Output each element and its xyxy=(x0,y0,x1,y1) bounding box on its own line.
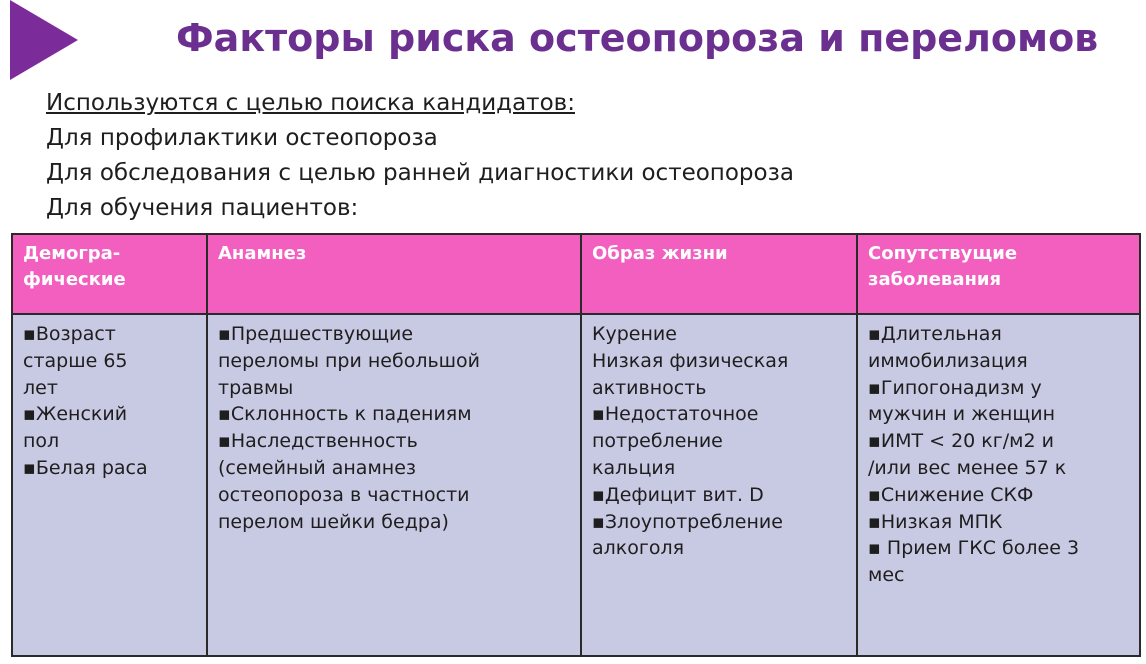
intro-block xyxy=(46,86,794,226)
list-item: ▪Дефицит вит. D xyxy=(592,483,764,506)
list-item: ▪Низкая МПК xyxy=(868,510,1003,533)
header-line: Демогра- xyxy=(23,243,121,264)
list-item: старше 65 xyxy=(23,349,128,372)
header-lifestyle xyxy=(581,234,857,314)
list-item: ▪Недостаточное xyxy=(592,403,759,426)
list-item: мес xyxy=(868,564,905,587)
header-line: Сопутствущие xyxy=(868,243,1018,264)
list-item: иммобилизация xyxy=(868,349,1028,372)
list-item: ▪Женский xyxy=(23,403,128,426)
list-item: ▪Гипогонадизм у xyxy=(868,376,1042,399)
cell-comorbidities xyxy=(857,314,1140,656)
risk-factors-table xyxy=(11,233,1141,657)
header-anamnesis xyxy=(207,234,581,314)
list-item: ▪Длительная xyxy=(868,323,1002,345)
cell-lifestyle xyxy=(581,314,857,656)
intro-heading: Используются с целью поиска кандидатов: xyxy=(46,90,575,116)
list-item: ▪Злоупотребление xyxy=(592,510,783,533)
intro-line: Для обучения пациентов: xyxy=(46,195,359,221)
list-item: потребление xyxy=(592,430,723,453)
list-item: ▪Предшествующие xyxy=(218,323,414,345)
intro-line: Для профилактики остеопороза xyxy=(46,125,438,151)
list-item: мужчин и женщин xyxy=(868,403,1056,426)
header-comorbidities xyxy=(857,234,1140,314)
list-item: пол xyxy=(23,430,60,453)
list-item: ▪Снижение СКФ xyxy=(868,483,1034,506)
list-item: активность xyxy=(592,376,707,399)
list-item: ▪Наследственность xyxy=(218,430,418,453)
list-item: ▪ИМТ < 20 кг/м2 и xyxy=(868,430,1054,453)
header-line: фические xyxy=(23,269,126,290)
header-line: Анамнез xyxy=(218,243,307,264)
table-row xyxy=(12,314,1140,656)
list-item: алкоголя xyxy=(592,537,685,560)
list-item: ▪Белая раса xyxy=(23,456,148,479)
list-item: остеопороза в частности xyxy=(218,483,470,506)
play-triangle-icon xyxy=(10,0,78,80)
list-item: ▪Возраст xyxy=(23,323,116,345)
cell-demographic xyxy=(12,314,207,656)
list-item: /или вес менее 57 к xyxy=(868,456,1067,479)
list-item: (семейный анамнез xyxy=(218,456,416,479)
list-item: перелом шейки бедра) xyxy=(218,510,449,533)
list-item: Низкая физическая xyxy=(592,349,789,372)
intro-line: Для обследования с целью ранней диагностики остеопороза xyxy=(46,160,794,186)
list-item: ▪Склонность к падениям xyxy=(218,403,472,426)
list-item: переломы при небольшой xyxy=(218,349,481,372)
header-line: Образ жизни xyxy=(592,243,728,264)
list-item: травмы xyxy=(218,376,294,399)
cell-anamnesis xyxy=(207,314,581,656)
header-line: заболевания xyxy=(868,269,1002,290)
table-header-row xyxy=(12,234,1140,314)
list-item: кальция xyxy=(592,456,676,479)
header-demographic xyxy=(12,234,207,314)
slide-title: Факторы риска остеопороза и переломов xyxy=(176,16,1099,60)
list-item: лет xyxy=(23,376,58,399)
list-item: ▪ Прием ГКС более 3 xyxy=(868,537,1080,560)
list-item: Курение xyxy=(592,323,677,345)
